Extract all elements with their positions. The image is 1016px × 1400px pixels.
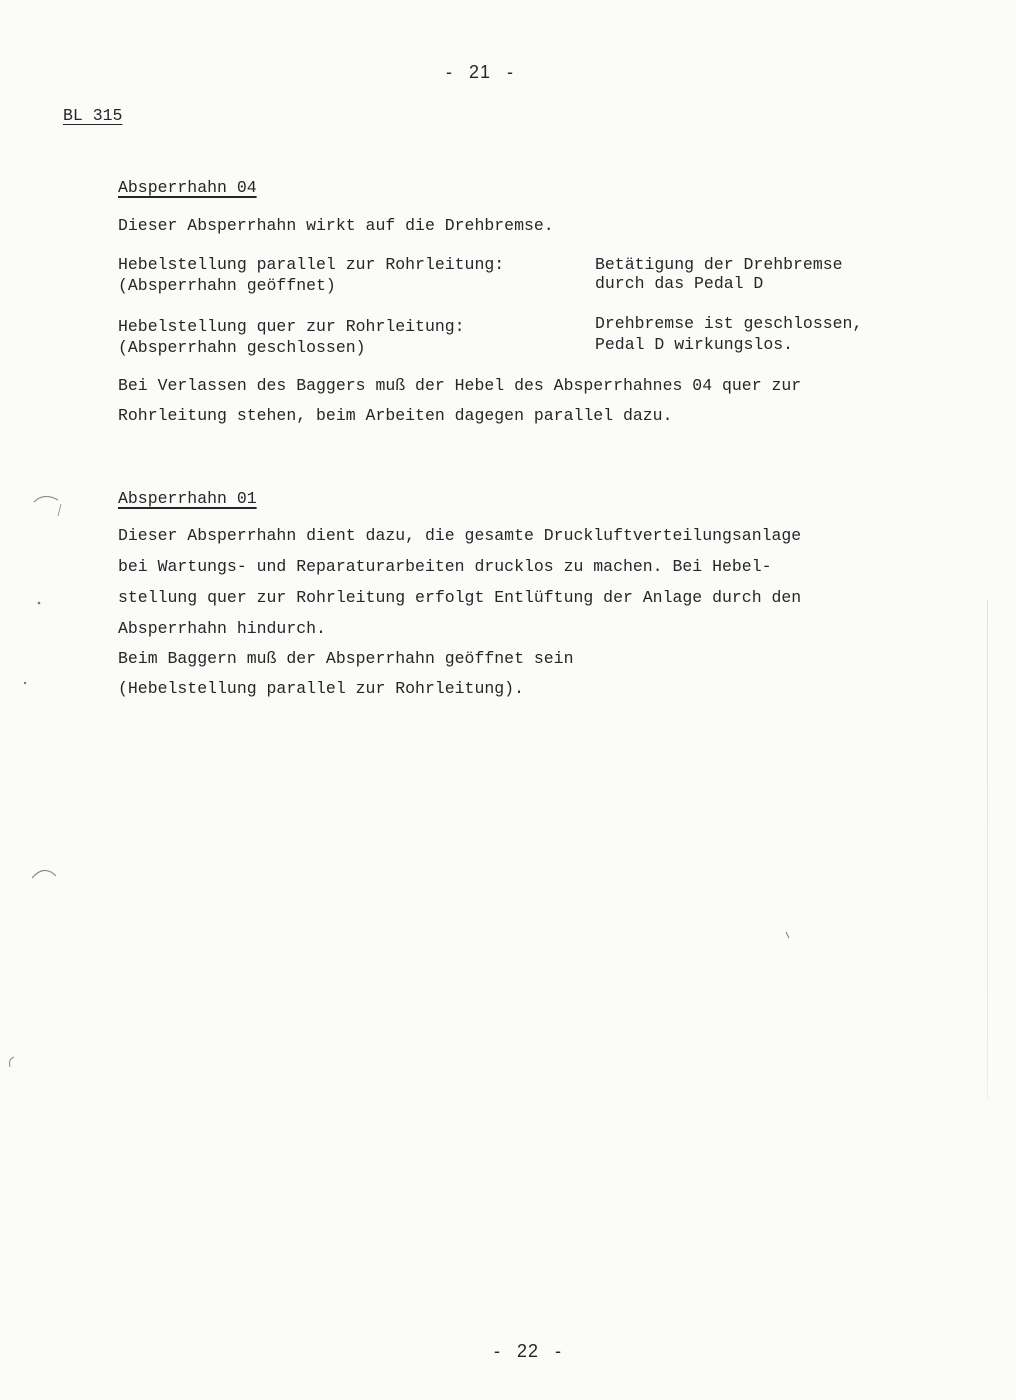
row2-left-line2: (Absperrhahn geschlossen): [118, 338, 366, 357]
row1-left-line2: (Absperrhahn geöffnet): [118, 276, 336, 295]
speck-mark: [36, 600, 42, 606]
section2-paragraph-line1: Dieser Absperrhahn dient dazu, die gesamte Druckluftverteilungsanlage: [118, 526, 802, 545]
row1-right-line2: durch das Pedal D: [595, 274, 764, 293]
punch-hole-mark-upper: [28, 490, 68, 520]
speck-mark: [22, 680, 28, 686]
row1-right-line1: Betätigung der Drehbremse: [595, 255, 843, 274]
section2-paragraph-line5: Beim Baggern muß der Absperrhahn geöffnet sein: [118, 649, 574, 668]
speck-mark: [784, 930, 792, 940]
speck-mark: [6, 1055, 16, 1069]
section1-paragraph-line2: Rohrleitung stehen, beim Arbeiten dagegen parallel dazu.: [118, 406, 673, 425]
row2-left-line1: Hebelstellung quer zur Rohrleitung:: [118, 317, 465, 336]
section2-paragraph-line4: Absperrhahn hindurch.: [118, 619, 326, 638]
section1-intro: Dieser Absperrhahn wirkt auf die Drehbremse.: [118, 216, 554, 235]
section1-paragraph-line1: Bei Verlassen des Baggers muß der Hebel des Absperrhahnes 04 quer zur: [118, 376, 802, 395]
page-number-bottom: - 22 -: [494, 1341, 563, 1361]
document-reference: BL 315: [63, 106, 123, 125]
section2-paragraph-line3: stellung quer zur Rohrleitung erfolgt Entlüftung der Anlage durch den: [118, 588, 802, 607]
section-heading-absperrhahn-01: Absperrhahn 01: [118, 489, 257, 508]
punch-hole-mark-lower: [26, 862, 66, 888]
page-number-top: - 21 -: [446, 62, 515, 82]
row1-left-line1: Hebelstellung parallel zur Rohrleitung:: [118, 255, 505, 274]
section2-paragraph-line2: bei Wartungs- und Reparaturarbeiten drucklos zu machen. Bei Hebel-: [118, 557, 772, 576]
row2-right-line2: Pedal D wirkungslos.: [595, 335, 794, 354]
row2-right-line1: Drehbremse ist geschlossen,: [595, 314, 863, 333]
section-heading-absperrhahn-04: Absperrhahn 04: [118, 178, 257, 197]
page-edge-shadow: [987, 600, 988, 1100]
section2-paragraph-line6: (Hebelstellung parallel zur Rohrleitung).: [118, 679, 524, 698]
